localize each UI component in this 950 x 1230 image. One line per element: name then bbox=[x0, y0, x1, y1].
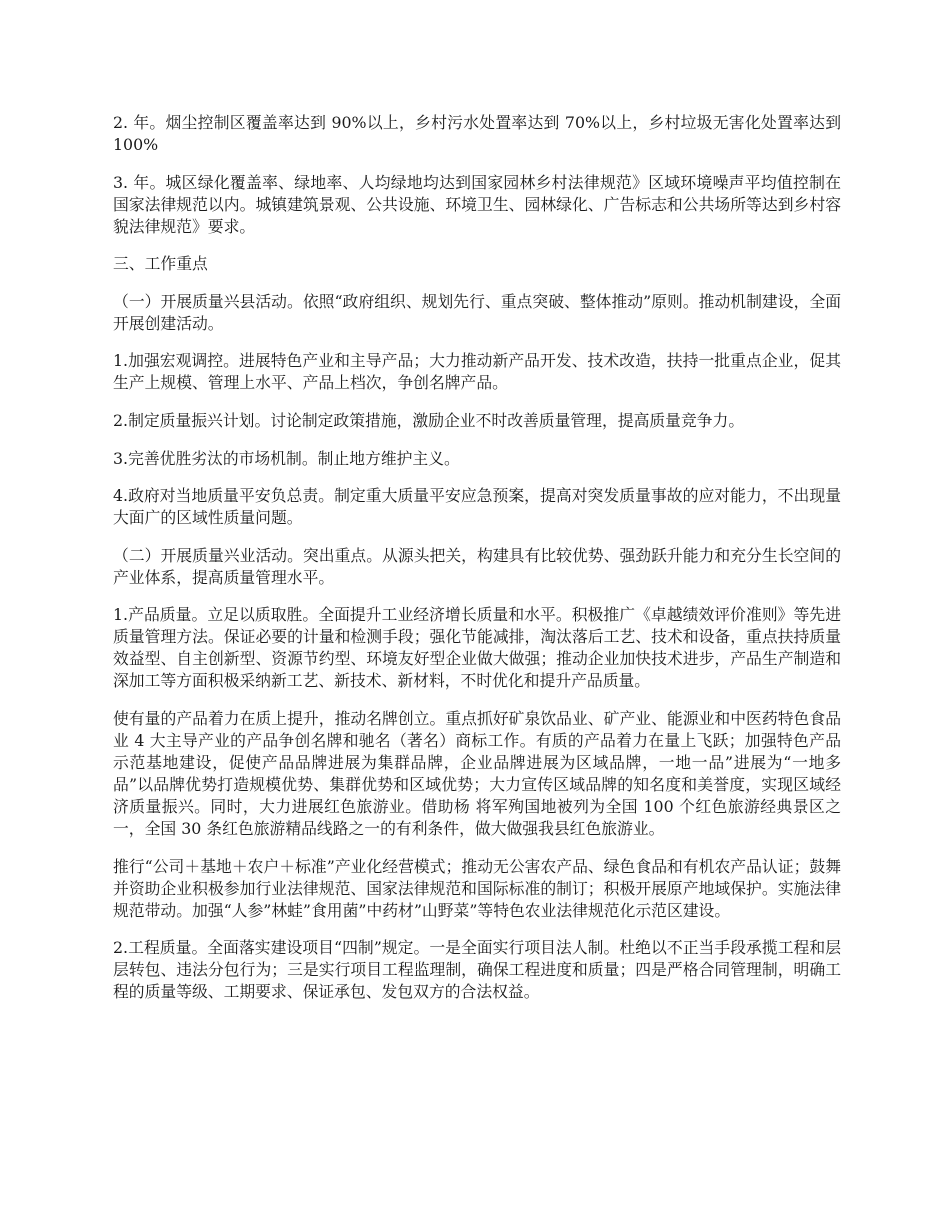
paragraph-item-1-3: 3.完善优胜劣汰的市场机制。制止地方维护主义。 bbox=[113, 448, 460, 468]
paragraph-item-2-2: 2.工程质量。全面落实建设项目“四制”规定。一是全面实行项目法人制。杜绝以不正当手段承揽工程和层层转包、违法分包行为；三是实行项目工程监理制，确保工程进度和质量；四是严格合同管理制，明确工程的质量等级、工期要求、保证承包、发包双方的合法权益。 bbox=[113, 938, 841, 1002]
paragraph-item-1-2: 2.制定质量振兴计划。讨论制定政策措施，激励企业不时改善质量管理，提高质量竞争力。 bbox=[113, 410, 745, 430]
paragraph-goal-3: 3. 年。城区绿化覆盖率、绿地率、人均绿地均达到国家园林乡村法律规范》区域环境噪声平均值控制在国家法律规范以内。城镇建筑景观、公共设施、环境卫生、园林绿化、广告标志和公共场所等达到乡村容貌法律规范》要求。 bbox=[113, 172, 841, 236]
paragraph-item-2-1: 1.产品质量。立足以质取胜。全面提升工业经济增长质量和水平。积极推广《卓越绩效评价准则》等先进质量管理方法。保证必要的计量和检测手段；强化节能减排，淘汰落后工艺、技术和设备，重点扶持质量效益型、自主创新型、资源节约型、环境友好型企业做大做强；推动企业加快技术进步，产品生产制造和深加工等方面积极采纳新工艺、新技术、新材料，不时优化和提升产品质量。 bbox=[113, 605, 841, 691]
document-page bbox=[113, 112, 841, 1019]
paragraph-item-1-1: 1.加强宏观调控。进展特色产业和主导产品；大力推动新产品开发、技术改造，扶持一批重点企业，促其生产上规模、管理上水平、产品上档次，争创名牌产品。 bbox=[113, 351, 841, 393]
section-heading-work-focus: 三、工作重点 bbox=[113, 254, 208, 274]
paragraph-goal-2: 2. 年。烟尘控制区覆盖率达到 90%以上，乡村污水处置率达到 70%以上，乡村垃圾无害化处置率达到 100% bbox=[113, 113, 841, 154]
paragraph-brand-building: 使有量的产品着力在质上提升，推动名牌创立。重点抓好矿泉饮品业、矿产业、能源业和中医药特色食品业 4 大主导产业的产品争创名牌和驰名（著名）商标工作。有质的产品着力在量上飞跃；加强特色产品示范基地建设，促使产品品牌进展为集群品牌，企业品牌进展为区域品牌，一地一品”进展为“一地多品”以品牌优势打造规模优势、集群优势和区域优势；大力宣传区域品牌的知名度和美誉度，实现区域经济质量振兴。同时，大力进展红色旅游业。借助杨 将军殉国地被列为全国 100 个红色旅游经典景区之一，全国 30 条红色旅游精品线路之一的有利条件，做大做强我县红色旅游业。 bbox=[113, 708, 841, 838]
paragraph-subsection-1: （一）开展质量兴县活动。依照“政府组织、规划先行、重点突破、整体推动”原则。推动机制建设，全面开展创建活动。 bbox=[113, 291, 841, 333]
paragraph-subsection-2: （二）开展质量兴业活动。突出重点。从源头把关，构建具有比较优势、强劲跃升能力和充分生长空间的产业体系，提高质量管理水平。 bbox=[113, 545, 841, 587]
paragraph-item-1-4: 4.政府对当地质量平安负总责。制定重大质量平安应急预案，提高对突发质量事故的应对能力，不出现量大面广的区域性质量问题。 bbox=[113, 486, 841, 528]
paragraph-agri-model: 推行“公司＋基地＋农户＋标准”产业化经营模式；推动无公害农产品、绿色食品和有机农产品认证；鼓舞并资助企业积极参加行业法律规范、国家法律规范和国际标准的制订；积极开展原产地域保护。实施法律规范带动。加强“人参”林蛙”食用菌”中药材”山野菜”等特色农业法律规范化示范区建设。 bbox=[113, 856, 841, 920]
